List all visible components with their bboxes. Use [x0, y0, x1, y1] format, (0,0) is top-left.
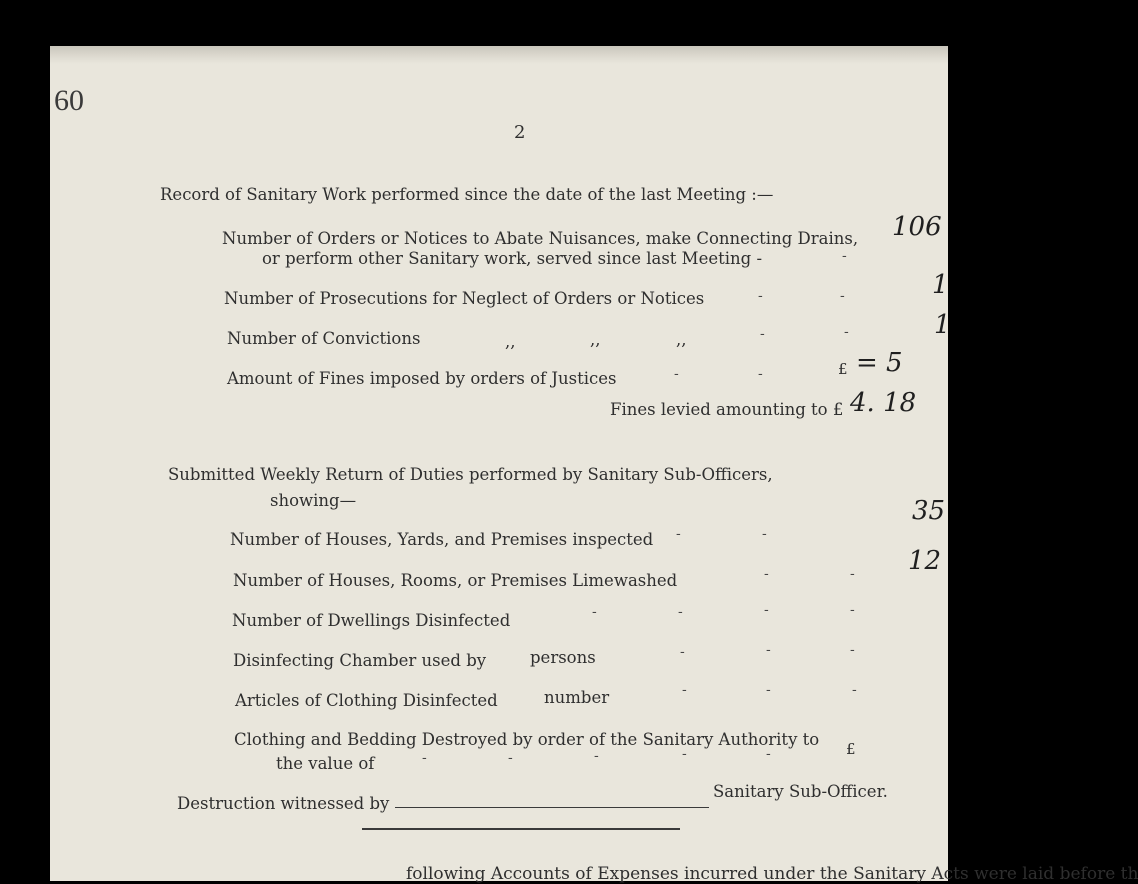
leader-dash: -	[764, 602, 769, 618]
convictions-label: Number of Convictions	[227, 329, 421, 348]
houses-inspected-label: Number of Houses, Yards, and Premises inspected	[230, 530, 654, 549]
handwritten-fines-imposed: = 5	[856, 348, 903, 378]
page-number: 2	[514, 122, 526, 143]
leader-dash: -	[758, 288, 763, 304]
leader-dash: -	[766, 682, 771, 698]
handwritten-convictions: 1	[934, 310, 951, 340]
articles-clothing-label: Articles of Clothing Disinfected	[235, 691, 498, 710]
pound-sign: £	[838, 360, 848, 378]
folio-number: 60	[54, 84, 84, 117]
ditto-mark: ,,	[505, 332, 516, 351]
leader-dash: -	[840, 288, 845, 304]
chamber-used-label: Disinfecting Chamber used by	[233, 651, 487, 670]
leader-dash: -	[760, 326, 765, 342]
leader-dash: -	[850, 602, 855, 618]
orders-line-1: Number of Orders or Notices to Abate Nuisances, make Connecting Drains,	[222, 229, 859, 248]
submitted-line-2: showing—	[270, 491, 357, 510]
sanitary-sub-officer-label: Sanitary Sub-Officer.	[713, 782, 888, 801]
leader-dash: -	[594, 748, 599, 764]
signature-line	[395, 807, 709, 808]
leader-dash: -	[762, 526, 767, 542]
pound-sign: £	[846, 740, 856, 758]
handwritten-prosecutions: 1	[932, 270, 949, 300]
leader-dash: -	[844, 324, 849, 340]
handwritten-fines-levied: 4. 18	[850, 388, 917, 418]
leader-dash: -	[852, 682, 857, 698]
handwritten-orders: 106	[892, 212, 942, 242]
leader-dash: -	[850, 566, 855, 582]
number-label: number	[544, 688, 610, 707]
clothing-line-1: Clothing and Bedding Destroyed by order of the Sanitary Authority to	[234, 730, 820, 749]
persons-label: persons	[530, 648, 596, 667]
record-heading: Record of Sanitary Work performed since the date of the last Meeting :—	[160, 185, 774, 204]
leader-dash: -	[508, 750, 513, 766]
prosecutions-label: Number of Prosecutions for Neglect of Orders or Notices	[224, 289, 705, 308]
bottom-cut-text: following Accounts of Expenses incurred under the Sanitary Acts were laid before th	[406, 864, 1138, 884]
leader-dash: -	[682, 746, 687, 762]
handwritten-houses-inspected: 35	[912, 496, 946, 526]
ledger-page	[50, 46, 1138, 884]
orders-line-2: or perform other Sanitary work, served since last Meeting -	[262, 249, 763, 268]
leader-dash: -	[850, 642, 855, 658]
leader-dash: -	[682, 682, 687, 698]
submitted-line-1: Submitted Weekly Return of Duties performed by Sanitary Sub-Officers,	[168, 465, 773, 484]
leader-dash: -	[592, 604, 597, 620]
ditto-mark: ,,	[676, 330, 687, 349]
clothing-line-2: the value of	[276, 754, 375, 773]
leader-dash: -	[678, 604, 683, 620]
leader-dash: -	[680, 644, 685, 660]
leader-dash: -	[766, 642, 771, 658]
leader-dash: -	[758, 366, 763, 382]
leader-dash: -	[674, 366, 679, 382]
section-divider	[362, 828, 680, 830]
leader-dash: -	[676, 526, 681, 542]
ditto-mark: ,,	[590, 330, 601, 349]
leader-dash: -	[422, 750, 427, 766]
leader-dash: -	[764, 566, 769, 582]
destruction-witnessed-label: Destruction witnessed by	[177, 794, 390, 813]
dwellings-disinfected-label: Number of Dwellings Disinfected	[232, 611, 511, 630]
fines-imposed-label: Amount of Fines imposed by orders of Justices	[227, 369, 617, 388]
page-top-edge	[50, 46, 948, 64]
leader-dash: -	[766, 746, 771, 762]
fines-levied-label: Fines levied amounting to £	[610, 400, 844, 419]
houses-limewashed-label: Number of Houses, Rooms, or Premises Limewashed	[233, 571, 678, 590]
handwritten-houses-limewashed: 12	[908, 546, 942, 576]
leader-dash: -	[842, 248, 847, 264]
